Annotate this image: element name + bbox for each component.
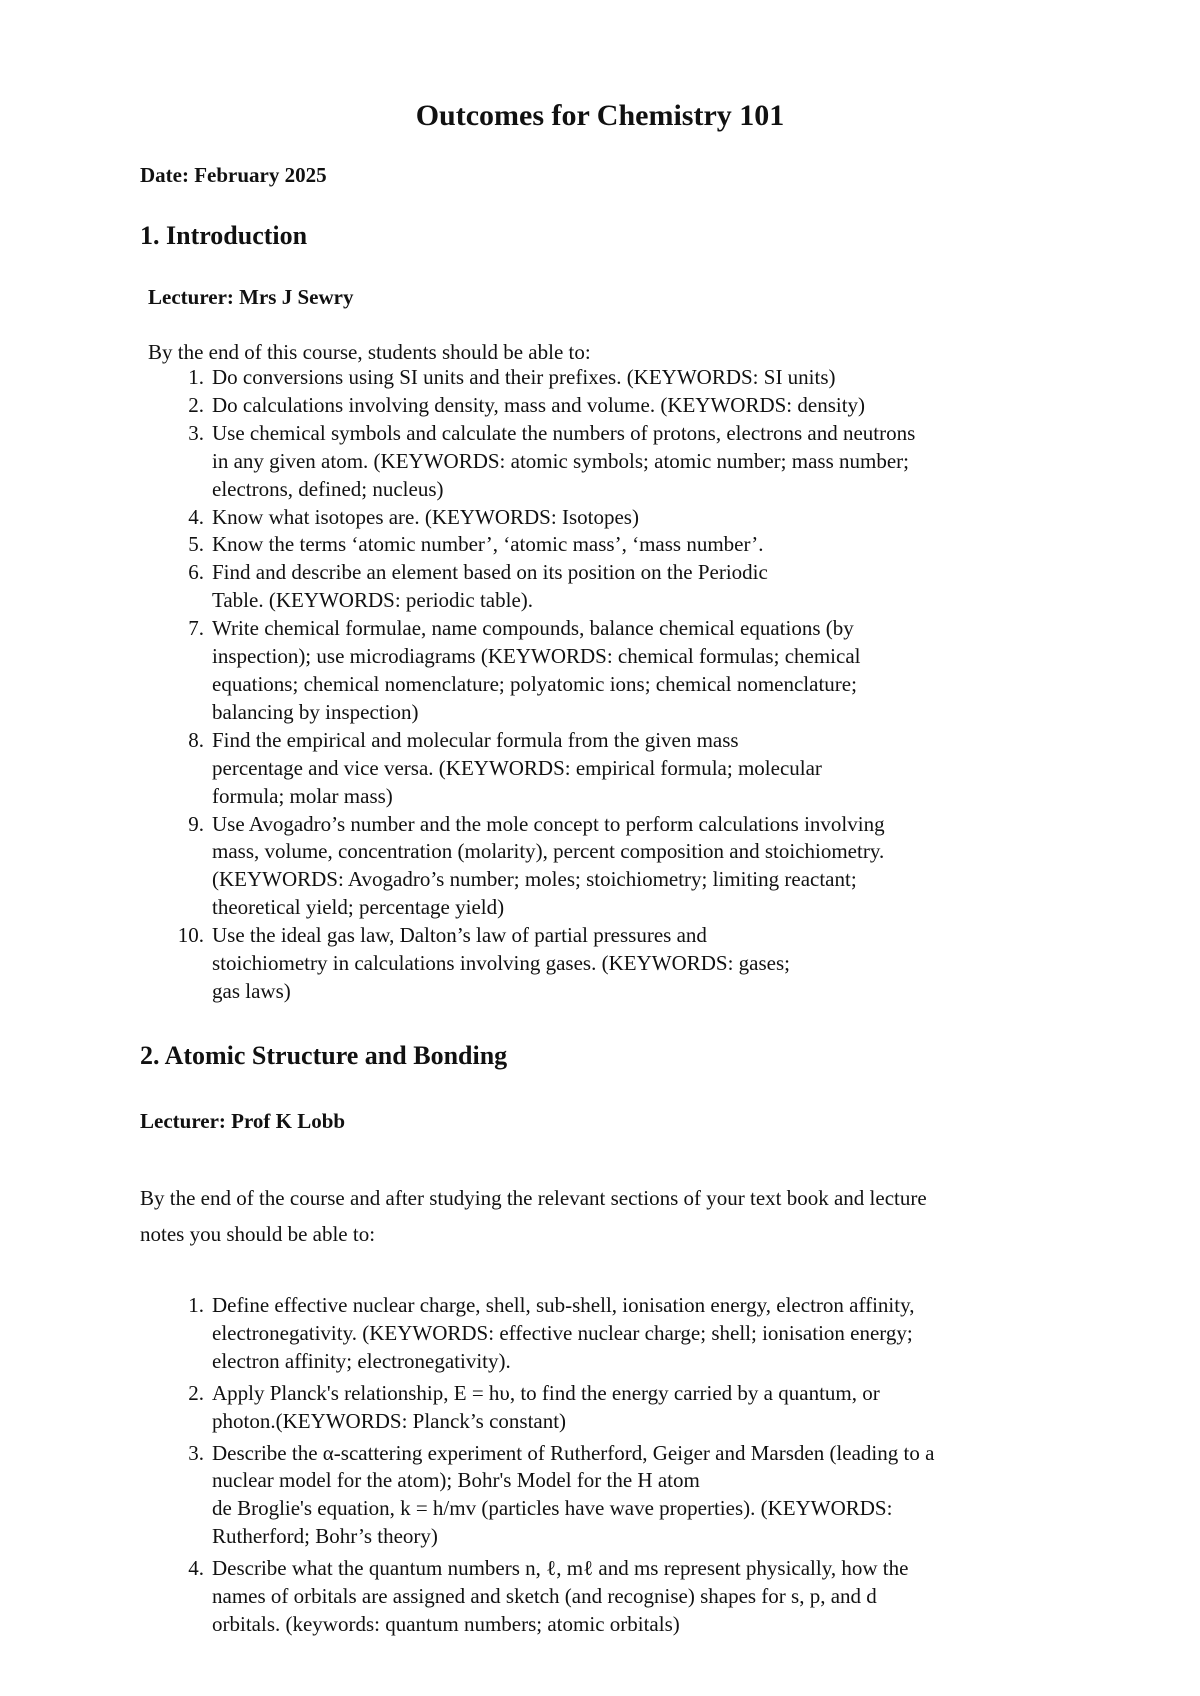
- outcome-item: [172, 1380, 1092, 1436]
- outcome-text-line: Do conversions using SI units and their prefixes. (KEYWORDS: SI units): [212, 365, 836, 389]
- outcome-text-line: electronegativity. (KEYWORDS: effective nuclear charge; shell; ionisation energy;: [212, 1320, 913, 1345]
- outcome-text-line: Use chemical symbols and calculate the numbers of protons, electrons and neutrons: [212, 420, 916, 445]
- outcome-text-line: Find the empirical and molecular formula from the given mass: [212, 727, 739, 752]
- outcome-text-line: Describe the α-scattering experiment of Rutherford, Geiger and Marsden (leading to a: [212, 1440, 935, 1465]
- outcome-number: 8.: [188, 727, 204, 752]
- outcome-text-line: names of orbitals are assigned and sketch (and recognise) shapes for s, p, and d: [212, 1584, 877, 1609]
- outcome-text-line: Know what isotopes are. (KEYWORDS: Isotopes): [212, 504, 639, 529]
- outcome-text-line: formula; molar mass): [212, 783, 393, 808]
- section-1-heading: 1. Introduction: [140, 221, 308, 250]
- outcome-text-line: Apply Planck's relationship, E = hυ, to find the energy carried by a quantum, or: [212, 1380, 880, 1405]
- outcome-number: 6.: [188, 560, 204, 585]
- outcome-text-line: Know the terms ‘atomic number’, ‘atomic mass’, ‘mass number’.: [212, 532, 764, 557]
- outcome-text-line: theoretical yield; percentage yield): [212, 895, 505, 920]
- outcome-text-line: equations; chemical nomenclature; polyatomic ions; chemical nomenclature;: [212, 671, 857, 696]
- section-2-intro-line: By the end of the course and after studying the relevant sections of your text book and lecture: [140, 1186, 927, 1210]
- outcome-text-line: Define effective nuclear charge, shell, sub-shell, ionisation energy, electron affinity,: [212, 1293, 915, 1317]
- outcome-number: 3.: [188, 420, 204, 445]
- outcome-text-line: in any given atom. (KEYWORDS: atomic symbols; atomic number; mass number;: [212, 448, 909, 473]
- outcome-item: [172, 392, 1072, 420]
- outcome-text-line: Table. (KEYWORDS: periodic table).: [212, 588, 534, 613]
- section-1-outcomes-list: [172, 364, 1072, 1006]
- outcome-number: 1.: [188, 365, 204, 389]
- outcome-item: [172, 531, 1072, 559]
- outcome-item: [172, 364, 1072, 392]
- outcome-number: 2.: [188, 1380, 204, 1405]
- outcome-text-line: percentage and vice versa. (KEYWORDS: empirical formula; molecular: [212, 755, 822, 780]
- document-date: Date: February 2025: [140, 163, 327, 187]
- section-2-heading: 2. Atomic Structure and Bonding: [140, 1041, 508, 1070]
- outcome-item: [172, 504, 1072, 532]
- outcome-number: 2.: [188, 392, 204, 417]
- outcome-item: [172, 615, 1072, 727]
- outcome-number: 5.: [188, 532, 204, 557]
- outcome-text-line: Use Avogadro’s number and the mole concept to perform calculations involving: [212, 811, 885, 836]
- section-2-lecturer: Lecturer: Prof K Lobb: [140, 1109, 346, 1133]
- outcome-text-line: gas laws): [212, 978, 291, 1003]
- outcome-number: 7.: [188, 616, 204, 641]
- outcome-item: [172, 727, 1072, 811]
- outcome-item: [172, 1292, 1092, 1376]
- outcome-item: [172, 922, 1072, 1006]
- outcome-text-line: inspection); use microdiagrams (KEYWORDS: chemical formulas; chemical: [212, 644, 861, 669]
- outcome-number: 4.: [188, 1556, 204, 1581]
- outcome-text-line: nuclear model for the atom); Bohr's Model for the H atom: [212, 1468, 700, 1493]
- outcome-number: 10.: [177, 923, 204, 948]
- outcome-text-line: mass, volume, concentration (molarity), percent composition and stoichiometry.: [212, 839, 885, 864]
- outcome-text-line: Do calculations involving density, mass and volume. (KEYWORDS: density): [212, 392, 866, 417]
- outcome-item: [172, 1440, 1092, 1552]
- page-title: Outcomes for Chemistry 101: [415, 99, 785, 132]
- outcome-item: [172, 811, 1072, 923]
- outcome-item: [172, 1555, 1092, 1639]
- section-2-intro-line: notes you should be able to:: [140, 1222, 376, 1246]
- outcome-number: 1.: [188, 1293, 204, 1317]
- section-2-intro: [140, 1180, 927, 1252]
- outcome-text-line: orbitals. (keywords: quantum numbers; atomic orbitals): [212, 1611, 680, 1636]
- outcome-text-line: Rutherford; Bohr’s theory): [212, 1524, 438, 1549]
- section-2-outcomes-list: [172, 1292, 1092, 1643]
- outcome-number: 3.: [188, 1440, 204, 1465]
- outcome-text-line: (KEYWORDS: Avogadro’s number; moles; stoichiometry; limiting reactant;: [212, 867, 857, 892]
- section-1-lecturer: Lecturer: Mrs J Sewry: [148, 285, 354, 309]
- outcome-text-line: stoichiometry in calculations involving gases. (KEYWORDS: gases;: [212, 951, 790, 976]
- outcome-text-line: Find and describe an element based on its position on the Periodic: [212, 560, 768, 585]
- outcome-item: [172, 559, 1072, 615]
- outcome-item: [172, 420, 1072, 504]
- outcome-text-line: balancing by inspection): [212, 699, 419, 724]
- outcome-text-line: de Broglie's equation, k = h/mv (particles have wave properties). (KEYWORDS:: [212, 1496, 893, 1521]
- outcome-text-line: Write chemical formulae, name compounds, balance chemical equations (by: [212, 616, 854, 641]
- section-1-intro: By the end of this course, students should be able to:: [148, 340, 591, 364]
- outcome-number: 4.: [188, 504, 204, 529]
- outcome-number: 9.: [188, 811, 204, 836]
- outcome-text-line: photon.(KEYWORDS: Planck’s constant): [212, 1408, 567, 1433]
- outcome-text-line: Use the ideal gas law, Dalton’s law of partial pressures and: [212, 923, 707, 948]
- outcome-text-line: electron affinity; electronegativity).: [212, 1348, 511, 1373]
- outcome-text-line: Describe what the quantum numbers n, ℓ, mℓ and ms represent physically, how the: [212, 1556, 909, 1581]
- outcome-text-line: electrons, defined; nucleus): [212, 476, 444, 501]
